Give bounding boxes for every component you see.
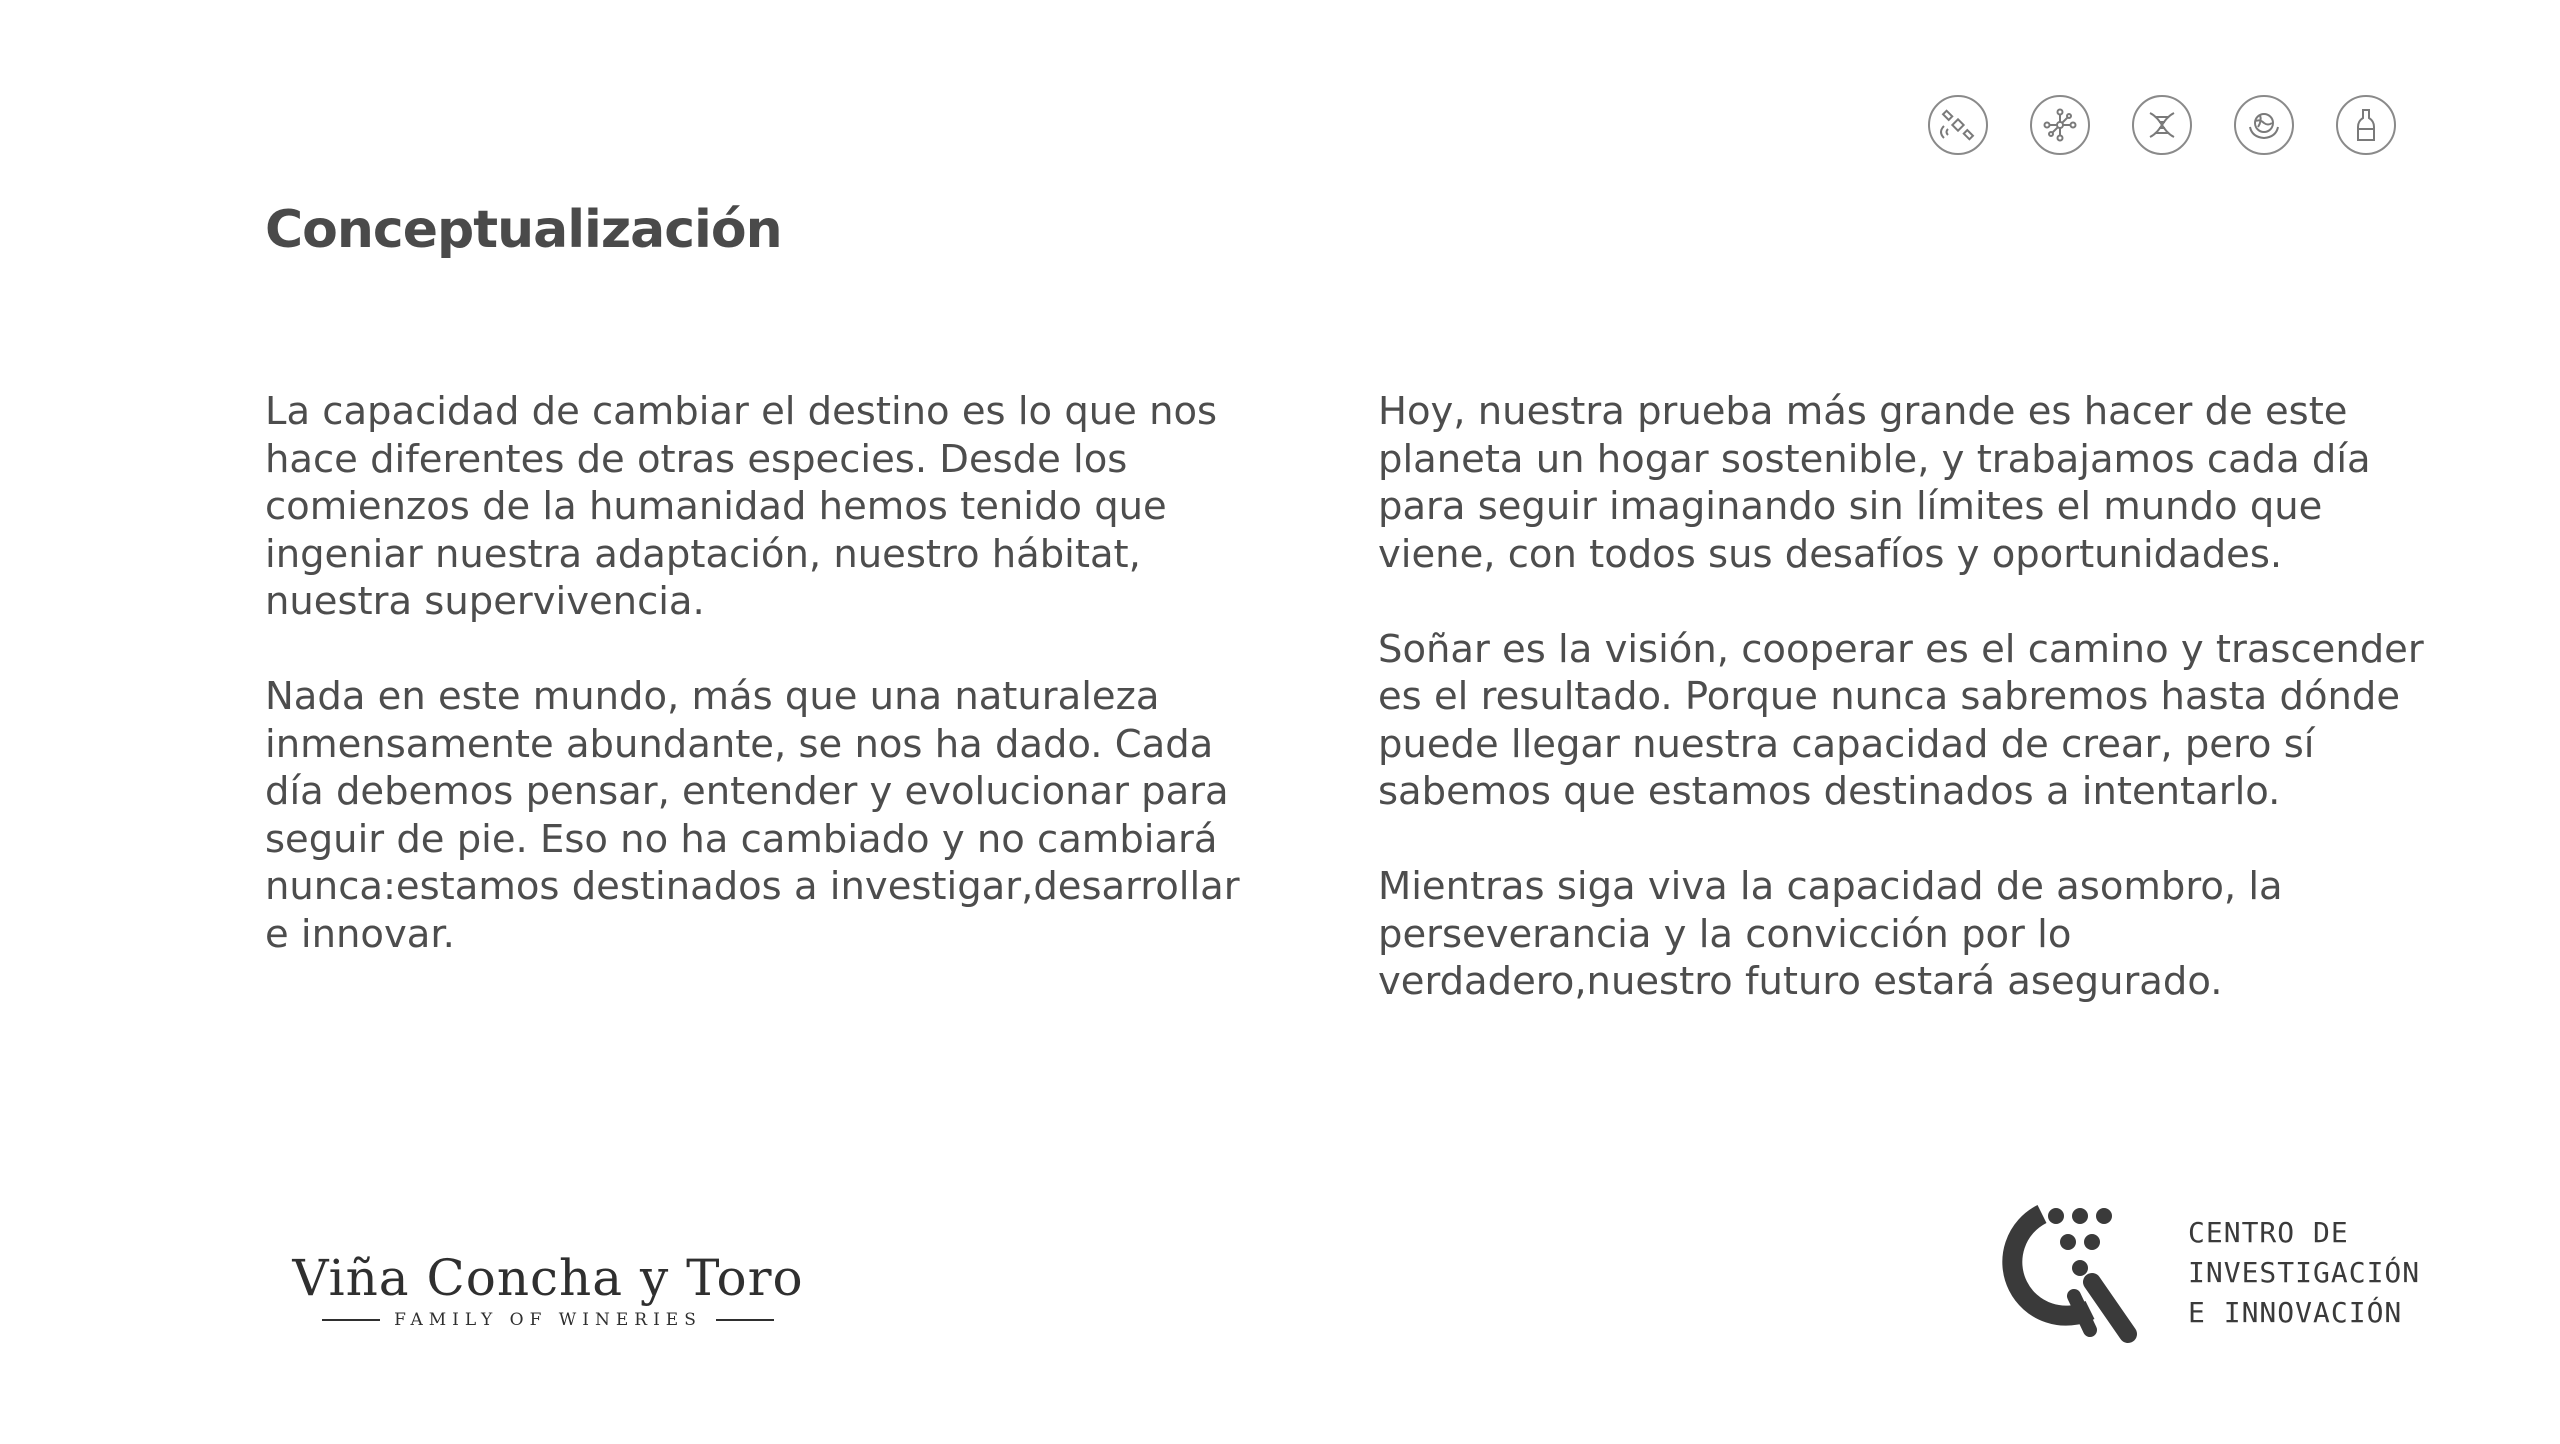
divider [322, 1319, 380, 1321]
vct-tagline: FAMILY OF WINERIES [394, 1310, 702, 1330]
paragraph: Nada en este mundo, más que una naturaleza inmensamente abundante, se nos ha dado. Cada día debemos pensar, entender y evolucionar para seguir de pie. Eso no ha cambiado y no cambiará nunca:estamos destinados a investigar,desarrollar e innovar. [265, 674, 1240, 957]
cii-line-3: E INNOVACIÓN [2188, 1295, 2403, 1329]
vct-logo-name: Viña Concha y Toro [292, 1249, 804, 1307]
icon-row [1928, 95, 2396, 155]
centro-investigacion-logo [1980, 1200, 2420, 1345]
paragraph: Mientras siga viva la capacidad de asombro, la perseverancia y la convicción por lo verdadero,nuestro futuro estará asegurado. [1378, 864, 2283, 1004]
cii-line-2: INVESTIGACIÓN [2188, 1255, 2421, 1289]
vina-concha-y-toro-logo [278, 1248, 818, 1330]
vct-tagline-row [278, 1310, 818, 1330]
left-column [265, 388, 1305, 1006]
network-icon [2030, 95, 2090, 155]
satellite-icon [1928, 95, 1988, 155]
divider [716, 1319, 774, 1321]
cii-line-1: CENTRO DE [2188, 1215, 2349, 1249]
cii-logo-text [2188, 1213, 2420, 1333]
paragraph: Hoy, nuestra prueba más grande es hacer de este planeta un hogar sostenible, y trabajamos cada día para seguir imaginando sin límites el mundo que viene, con todos sus desafíos y oportunidades. [1378, 389, 2371, 577]
paragraph: La capacidad de cambiar el destino es lo que nos hace diferentes de otras especies. Desde los comienzos de la humanidad hemos tenido que ingeniar nuestra adaptación, nuestro hábitat, nuestra supervivencia. [265, 389, 1218, 624]
globe-hands-icon [2234, 95, 2294, 155]
cii-logo-mark-icon [1980, 1200, 2160, 1345]
wine-bottle-icon [2336, 95, 2396, 155]
page-title: Conceptualización [265, 200, 782, 260]
paragraph: Soñar es la visión, cooperar es el camino y trascender es el resultado. Porque nunca sabremos hasta dónde puede llegar nuestra capacidad de crear, pero sí sabemos que estamos destinados a intentarlo. [1378, 626, 2424, 814]
dna-icon [2132, 95, 2192, 155]
right-column [1378, 388, 2478, 1053]
